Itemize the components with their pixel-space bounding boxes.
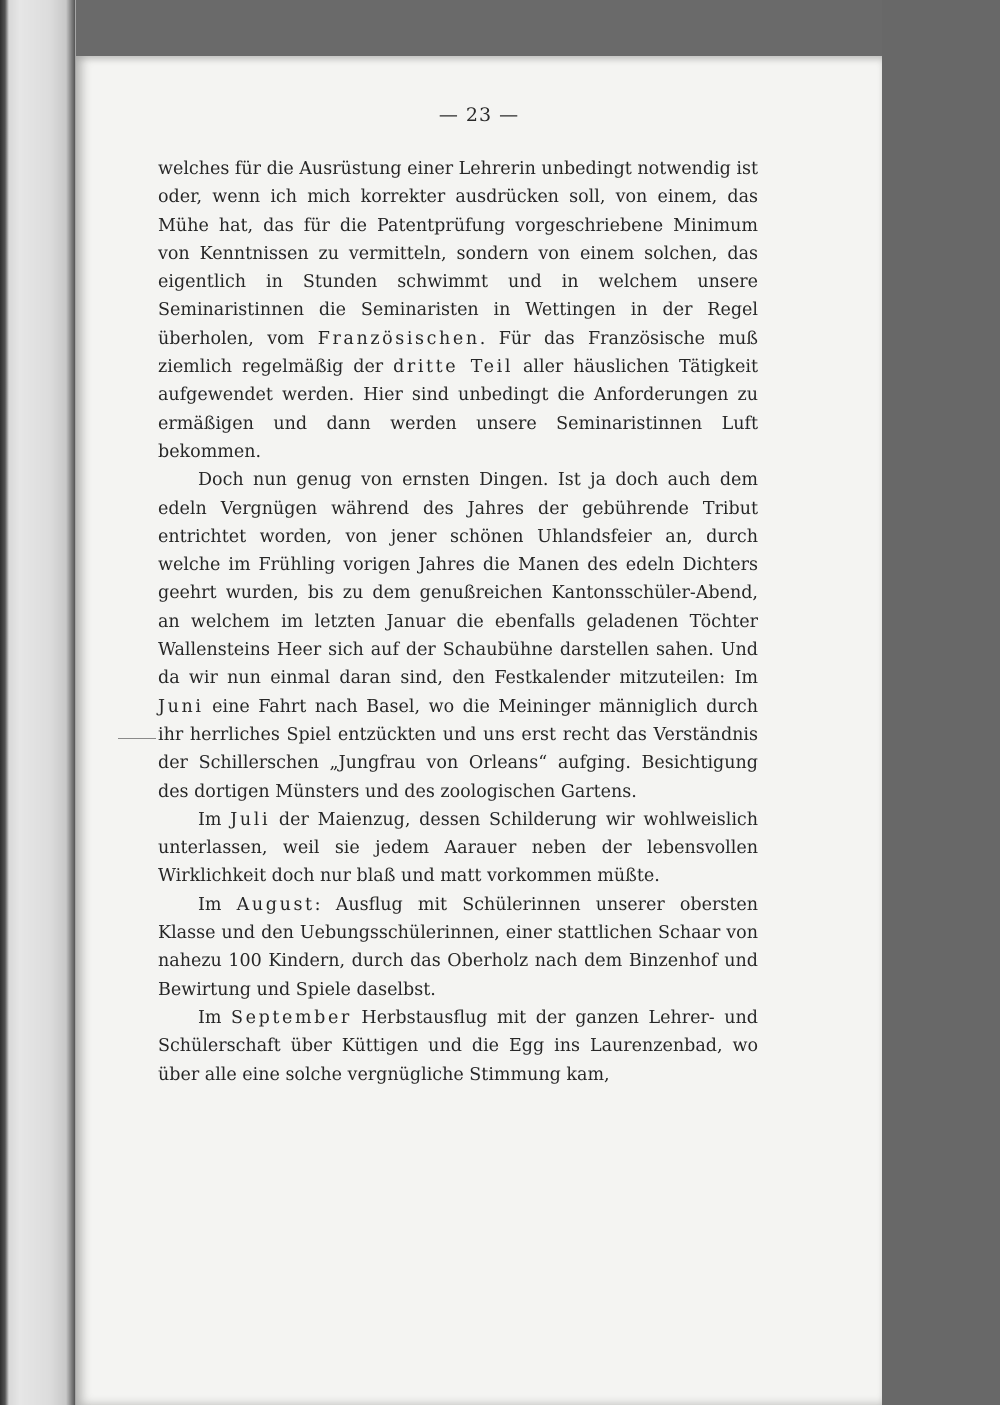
text-run: : Ausflug mit Schülerinnen unserer obersten Klasse und den Uebungsschülerinnen, einer stattlichen Schaar von nahezu 100 Kindern, durch das Oberholz nach dem Binzenhof und Bewirtung und Spiele daselbst. [158, 894, 758, 1000]
text-run: welches für die Ausrüstung einer Lehrerin unbedingt notwendig ist oder, wenn ich mich korrekter ausdrücken soll, von einem, das Mühe hat, das für die Patentprüfung vorgeschriebene Minimum von Kenntnissen zu vermitteln, sondern von einem solchen, das eigentlich in Stunden schwimmt und in welchem unsere Seminaristinnen die Seminaristen in Wettingen in der Regel überholen, vom [158, 159, 759, 349]
previous-page-edge [0, 0, 75, 1405]
spaced-emphasis: dritte Teil [393, 357, 514, 378]
paragraph [158, 155, 758, 466]
paragraph [158, 466, 758, 806]
spaced-emphasis: Juni [158, 696, 204, 717]
page-number: — 23 — [438, 104, 520, 126]
text-run: aller häuslichen Tätigkeit aufgewendet werden. Hier sind unbedingt die Anforderungen zu ermäßigen und dann werden unsere Seminaristinnen Luft bekommen. [158, 357, 758, 462]
spaced-emphasis: Französischen [317, 328, 480, 349]
margin-mark [118, 738, 156, 739]
text-run: Im [198, 809, 231, 830]
text-run: der Maienzug, dessen Schilderung wir wohlweislich unterlassen, weil sie jedem Aarauer neben der lebensvollen Wirklichkeit doch nur blaß und matt vorkommen müßte. [158, 809, 758, 887]
text-run: Doch nun genug von ernsten Dingen. Ist ja doch auch dem edeln Vergnügen während des Jahres der gebührende Tribut entrichtet worden, von jener schönen Uhlandsfeier an, durch welche im Frühling vorigen Jahres die Manen des edeln Dichters geehrt wurden, bis zu dem genußreichen Kantonsschüler-Abend, an welchem im letzten Januar die ebenfalls geladenen Töchter Wallensteins Heer sich auf der Schaubühne darstellen sahen. Und da wir nun einmal daran sind, den Festkalender mitzuteilen: Im [158, 470, 758, 689]
scan-background-top [76, 0, 882, 56]
text-run: Im [198, 894, 237, 915]
spaced-emphasis: August [236, 894, 315, 915]
body-text [158, 155, 758, 1089]
spaced-emphasis: Juli [230, 809, 271, 830]
text-run: Herbstausflug mit der ganzen Lehrer- und Schülerschaft über Küttigen und die Egg ins Laurenzenbad, wo über alle eine solche vergnügliche Stimmung kam, [158, 1007, 758, 1085]
spaced-emphasis: September [231, 1007, 352, 1028]
paragraph [158, 1004, 758, 1089]
paragraph [158, 891, 758, 1004]
text-run: eine Fahrt nach Basel, wo die Meininger männiglich durch ihr herrliches Spiel entzückten und uns erst recht das Verständnis der Schillerschen „Jungfrau von Orleans“ aufging. Besichtigung des dortigen Münsters und des zoologischen Gartens. [158, 696, 758, 802]
text-run: Im [198, 1007, 232, 1028]
text-run: . Für das Französische muß ziemlich regelmäßig der [158, 328, 758, 378]
paragraph [158, 806, 758, 891]
scan-background-right [882, 0, 1000, 1405]
